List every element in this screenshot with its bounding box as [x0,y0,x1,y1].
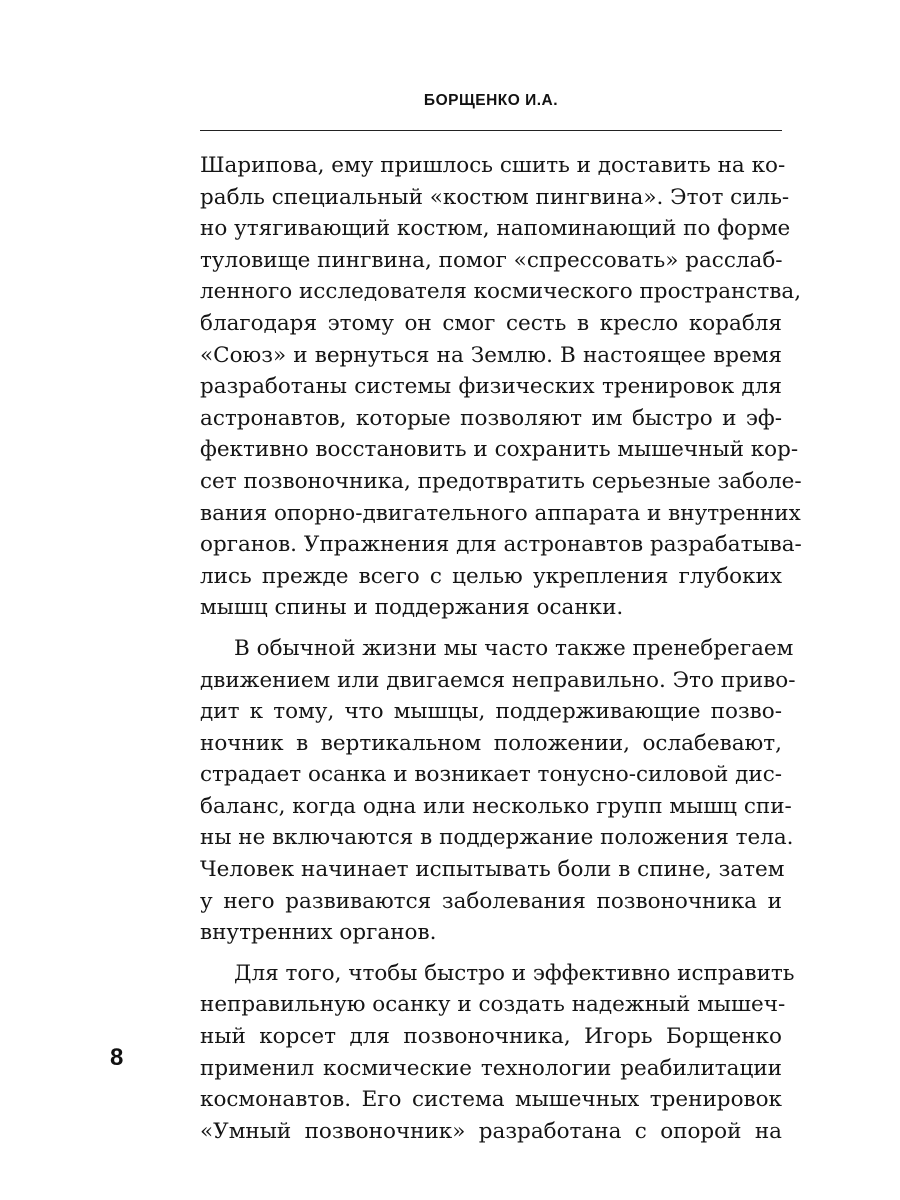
text-line: ный корсет для позвоночника, Игорь Борщенко [200,1024,782,1050]
text-line: «Умный позвоночник» разработана с опорой на [200,1118,782,1144]
text-line: но утягивающий костюм, напоминающий по форме [200,216,791,242]
text-line: В обычной жизни мы часто также пренебрегаем [234,635,794,661]
paragraph-1 [200,150,802,624]
text-line: неправильную осанку и создать надежный мышеч- [200,992,786,1018]
paragraph-3 [200,958,795,1148]
text-line: благодаря этому он смог сесть в кресло корабля [200,310,782,336]
text-line: вания опорно-двигательного аппарата и внутренних [200,500,801,526]
text-line: сет позвоночника, предотвратить серьезные заболе- [200,468,802,494]
text-line: космонавтов. Его система мышечных тренировок [200,1087,782,1113]
text-line: дит к тому, что мышцы, поддерживающие позво- [200,699,782,725]
body-text [200,150,802,1156]
text-line: Для того, чтобы быстро и эффективно исправить [234,960,795,986]
paragraph-2 [200,633,796,949]
text-line: баланс, когда одна или несколько групп мышц спи- [200,793,792,819]
text-line: ленного исследователя космического пространства, [200,279,802,305]
page-number: 8 [110,1044,124,1071]
text-line: движением или двигаемся неправильно. Это приво- [200,667,796,693]
header-rule [200,130,782,131]
text-line: «Союз» и вернуться на Землю. В настоящее время [200,342,782,368]
text-line: фективно восстановить и сохранить мышечный кор- [200,437,799,463]
running-head: БОРЩЕНКО И.А. [423,92,559,109]
text-line: астронавтов, которые позволяют им быстро и эф- [200,405,782,431]
text-line: лись прежде всего с целью укрепления глубоких [200,563,782,589]
text-line: страдает осанка и возникает тонусно-силовой дис- [200,762,783,788]
text-line: туловище пингвина, помог «спрессовать» расслаб- [200,247,783,273]
text-line: внутренних органов. [200,920,437,946]
text-line: Шарипова, ему пришлось сшить и доставить на ко- [200,153,786,178]
text-line: разработаны системы физических тренировок для [200,374,782,400]
text-line: мышц спины и поддержания осанки. [200,595,624,621]
text-line: применил космические технологии реабилитации [200,1055,782,1081]
text-line: Человек начинает испытывать боли в спине, затем [200,857,785,883]
text-line: рабль специальный «костюм пингвина». Этот силь- [200,184,790,210]
text-line: органов. Упражнения для астронавтов разрабатыва- [200,532,802,558]
text-line: ны не включаются в поддержание положения тела. [200,825,794,851]
text-line: у него развиваются заболевания позвоночника и [200,888,782,914]
text-line: ночник в вертикальном положении, ослабевают, [200,730,782,756]
